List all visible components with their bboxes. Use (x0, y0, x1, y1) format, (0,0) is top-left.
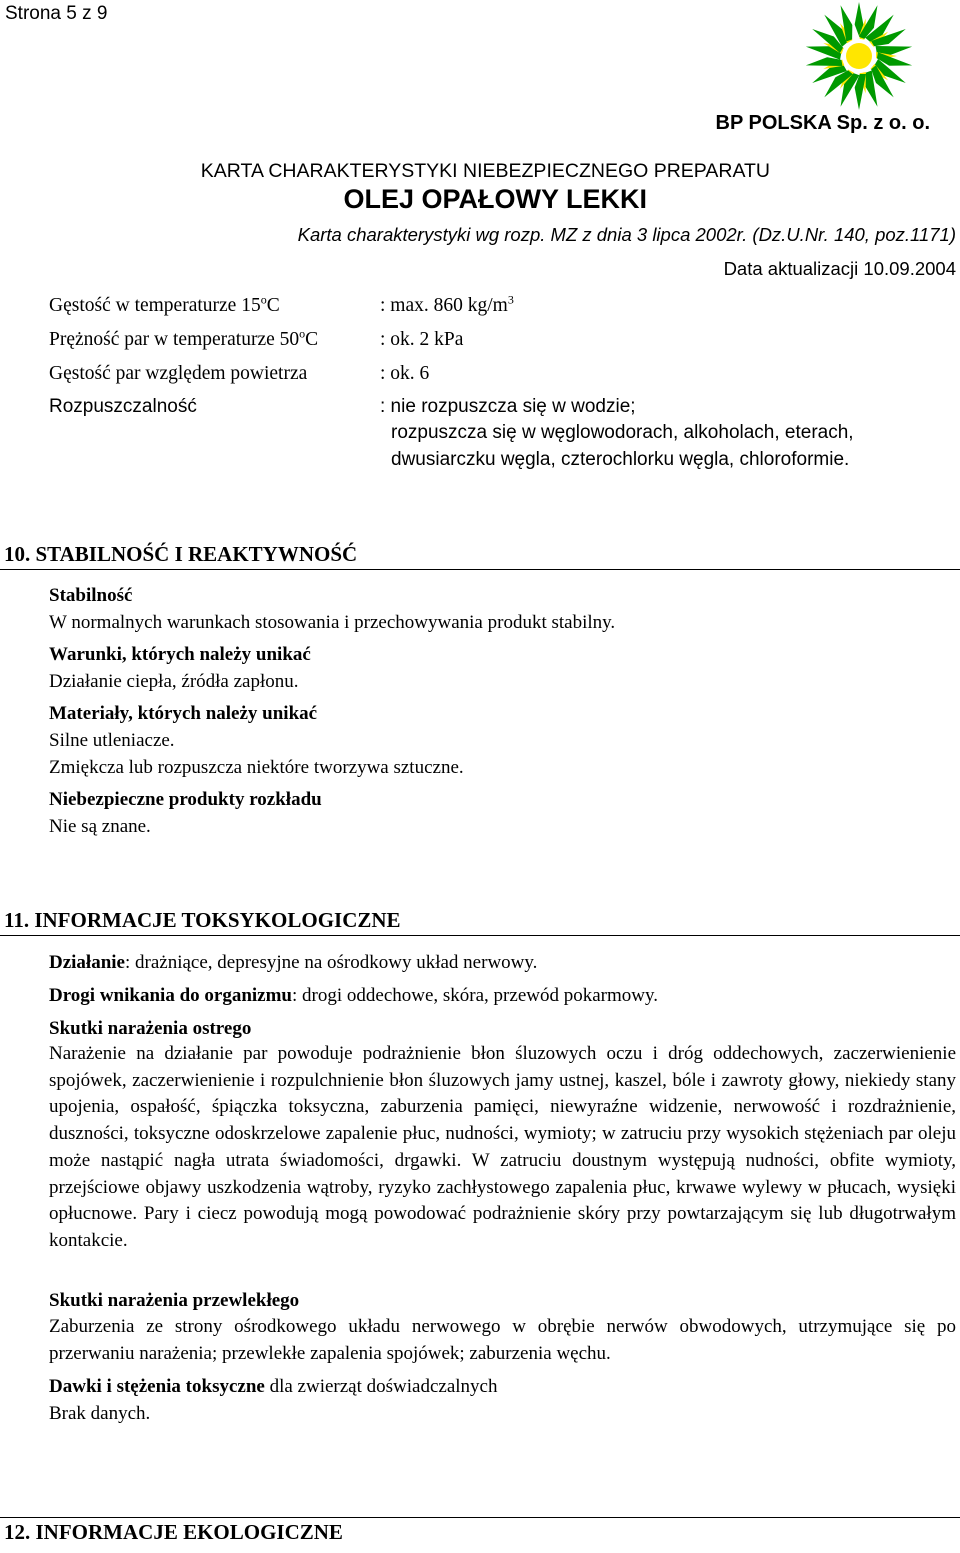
company-name: BP POLSKA Sp. z o. o. (715, 112, 930, 134)
decomposition-text: Nie są znane. (49, 816, 151, 837)
routes-line: Drogi wnikania do organizmu: drogi oddechowe, skóra, przewód pokarmowy. (49, 985, 659, 1006)
acute-title: Skutki narażenia ostrego (49, 1018, 252, 1039)
stability-text: W normalnych warunkach stosowania i przechowywania produkt stabilny. (49, 612, 616, 633)
chronic-text: Zaburzenia ze strony ośrodkowego układu nerwowego w obrębie nerwów obwodowych, utrzymujące się po przerwaniu narażenia; przewlekłe zapalenia spojówek; zaburzenia węchu. (49, 1316, 956, 1364)
section-11-heading: 11. INFORMACJE TOKSYKOLOGICZNE (4, 908, 401, 932)
update-date: Data aktualizacji 10.09.2004 (723, 258, 956, 279)
section-12-top-divider (0, 1517, 960, 1518)
acute-text: Narażenie na działanie par powoduje podrażnienie błon śluzowych oczu i dróg oddechowych, zaczerwienienie spojówek, zaczerwienienie i rozpulchnienie błon śluzowych jamy ustnej, kaszel, bóle i zawroty głowy, niekiedy stany upojenia, ospałość, śpiączka toksyczna, zaburzenia pamięci, niewyraźne widzenie, nerwowość i rozdrażnienie, duszności, toksyczne odoskrzelowe zapalenie płuc, nudności, wymioty; w zatruciu przy wysokich stężeniach par oleju może nastąpić nagła utrata świadomości, drgawki. W zatruciu doustnym występują nudności, obfite wymioty, przejściowe objawy uszkodzenia wątroby, ryzyko zachłystowego zapalenia płuc, krwawe wylewy w płucach, wysięki opłucnowe. Pary i ciecz powodują mogą powodować podrażnienie skóry przy powtarzającym się lub długotrwałym kontakcie. (49, 1043, 956, 1251)
section-12-heading: 12. INFORMACJE EKOLOGICZNE (4, 1520, 343, 1544)
materials-title: Materiały, których należy unikać (49, 703, 318, 724)
property-density-value: : max. 860 $kg/m^3$ (380, 292, 514, 316)
conditions-text: Działanie ciepła, źródła zapłonu. (49, 671, 299, 692)
regulation-reference: Karta charakterystyki wg rozp. MZ z dnia 3 lipca 2002r. (Dz.U.Nr. 140, poz.1171) (297, 224, 956, 245)
chronic-title: Skutki narażenia przewlekłego (49, 1290, 300, 1311)
action-line: Działanie: drażniące, depresyjne na ośrodkowy układ nerwowy. (49, 952, 538, 973)
solubility-line-2: rozpuszcza się w węglowodorach, alkoholach, eterach, (391, 422, 854, 443)
property-density-label: Gęstość w temperaturze 15$^o$C (49, 292, 280, 316)
property-vapor-density-value: : ok. 6 (380, 363, 430, 384)
materials-text-1: Silne utleniacze. (49, 730, 175, 751)
property-vapor-pressure-value: : ok. 2 kPa (380, 329, 464, 350)
page-number: Strona 5 z 9 (5, 3, 108, 24)
section-10-divider (0, 569, 960, 570)
property-vapor-density-label: Gęstość par względem powietrza (49, 363, 308, 384)
solubility-line-3: dwusiarczku węgla, czterochlorku węgla, chloroformie. (391, 449, 850, 470)
document-title: KARTA CHARAKTERYSTYKI NIEBEZPIECZNEGO PREPARATU (200, 160, 770, 182)
doses-text: Brak danych. (49, 1403, 151, 1424)
bp-helios-logo-icon (800, 0, 918, 112)
product-name: OLEJ OPAŁOWY LEKKI (343, 184, 647, 214)
conditions-title: Warunki, których należy unikać (49, 644, 311, 665)
solubility-label: Rozpuszczalność (49, 396, 197, 417)
section-11-divider (0, 935, 960, 936)
materials-text-2: Zmiękcza lub rozpuszcza niektóre tworzywa sztuczne. (49, 757, 464, 778)
decomposition-title: Niebezpieczne produkty rozkładu (49, 789, 322, 810)
property-vapor-pressure-label: Prężność par w temperaturze 50$^o$C (49, 326, 319, 350)
section-10-heading: 10. STABILNOŚĆ I REAKTYWNOŚĆ (4, 542, 358, 566)
solubility-line-1: : nie rozpuszcza się w wodzie; (380, 396, 636, 417)
stability-title: Stabilność (49, 585, 133, 606)
doses-line: Dawki i stężenia toksyczne dla zwierząt doświadczalnych (49, 1376, 498, 1397)
